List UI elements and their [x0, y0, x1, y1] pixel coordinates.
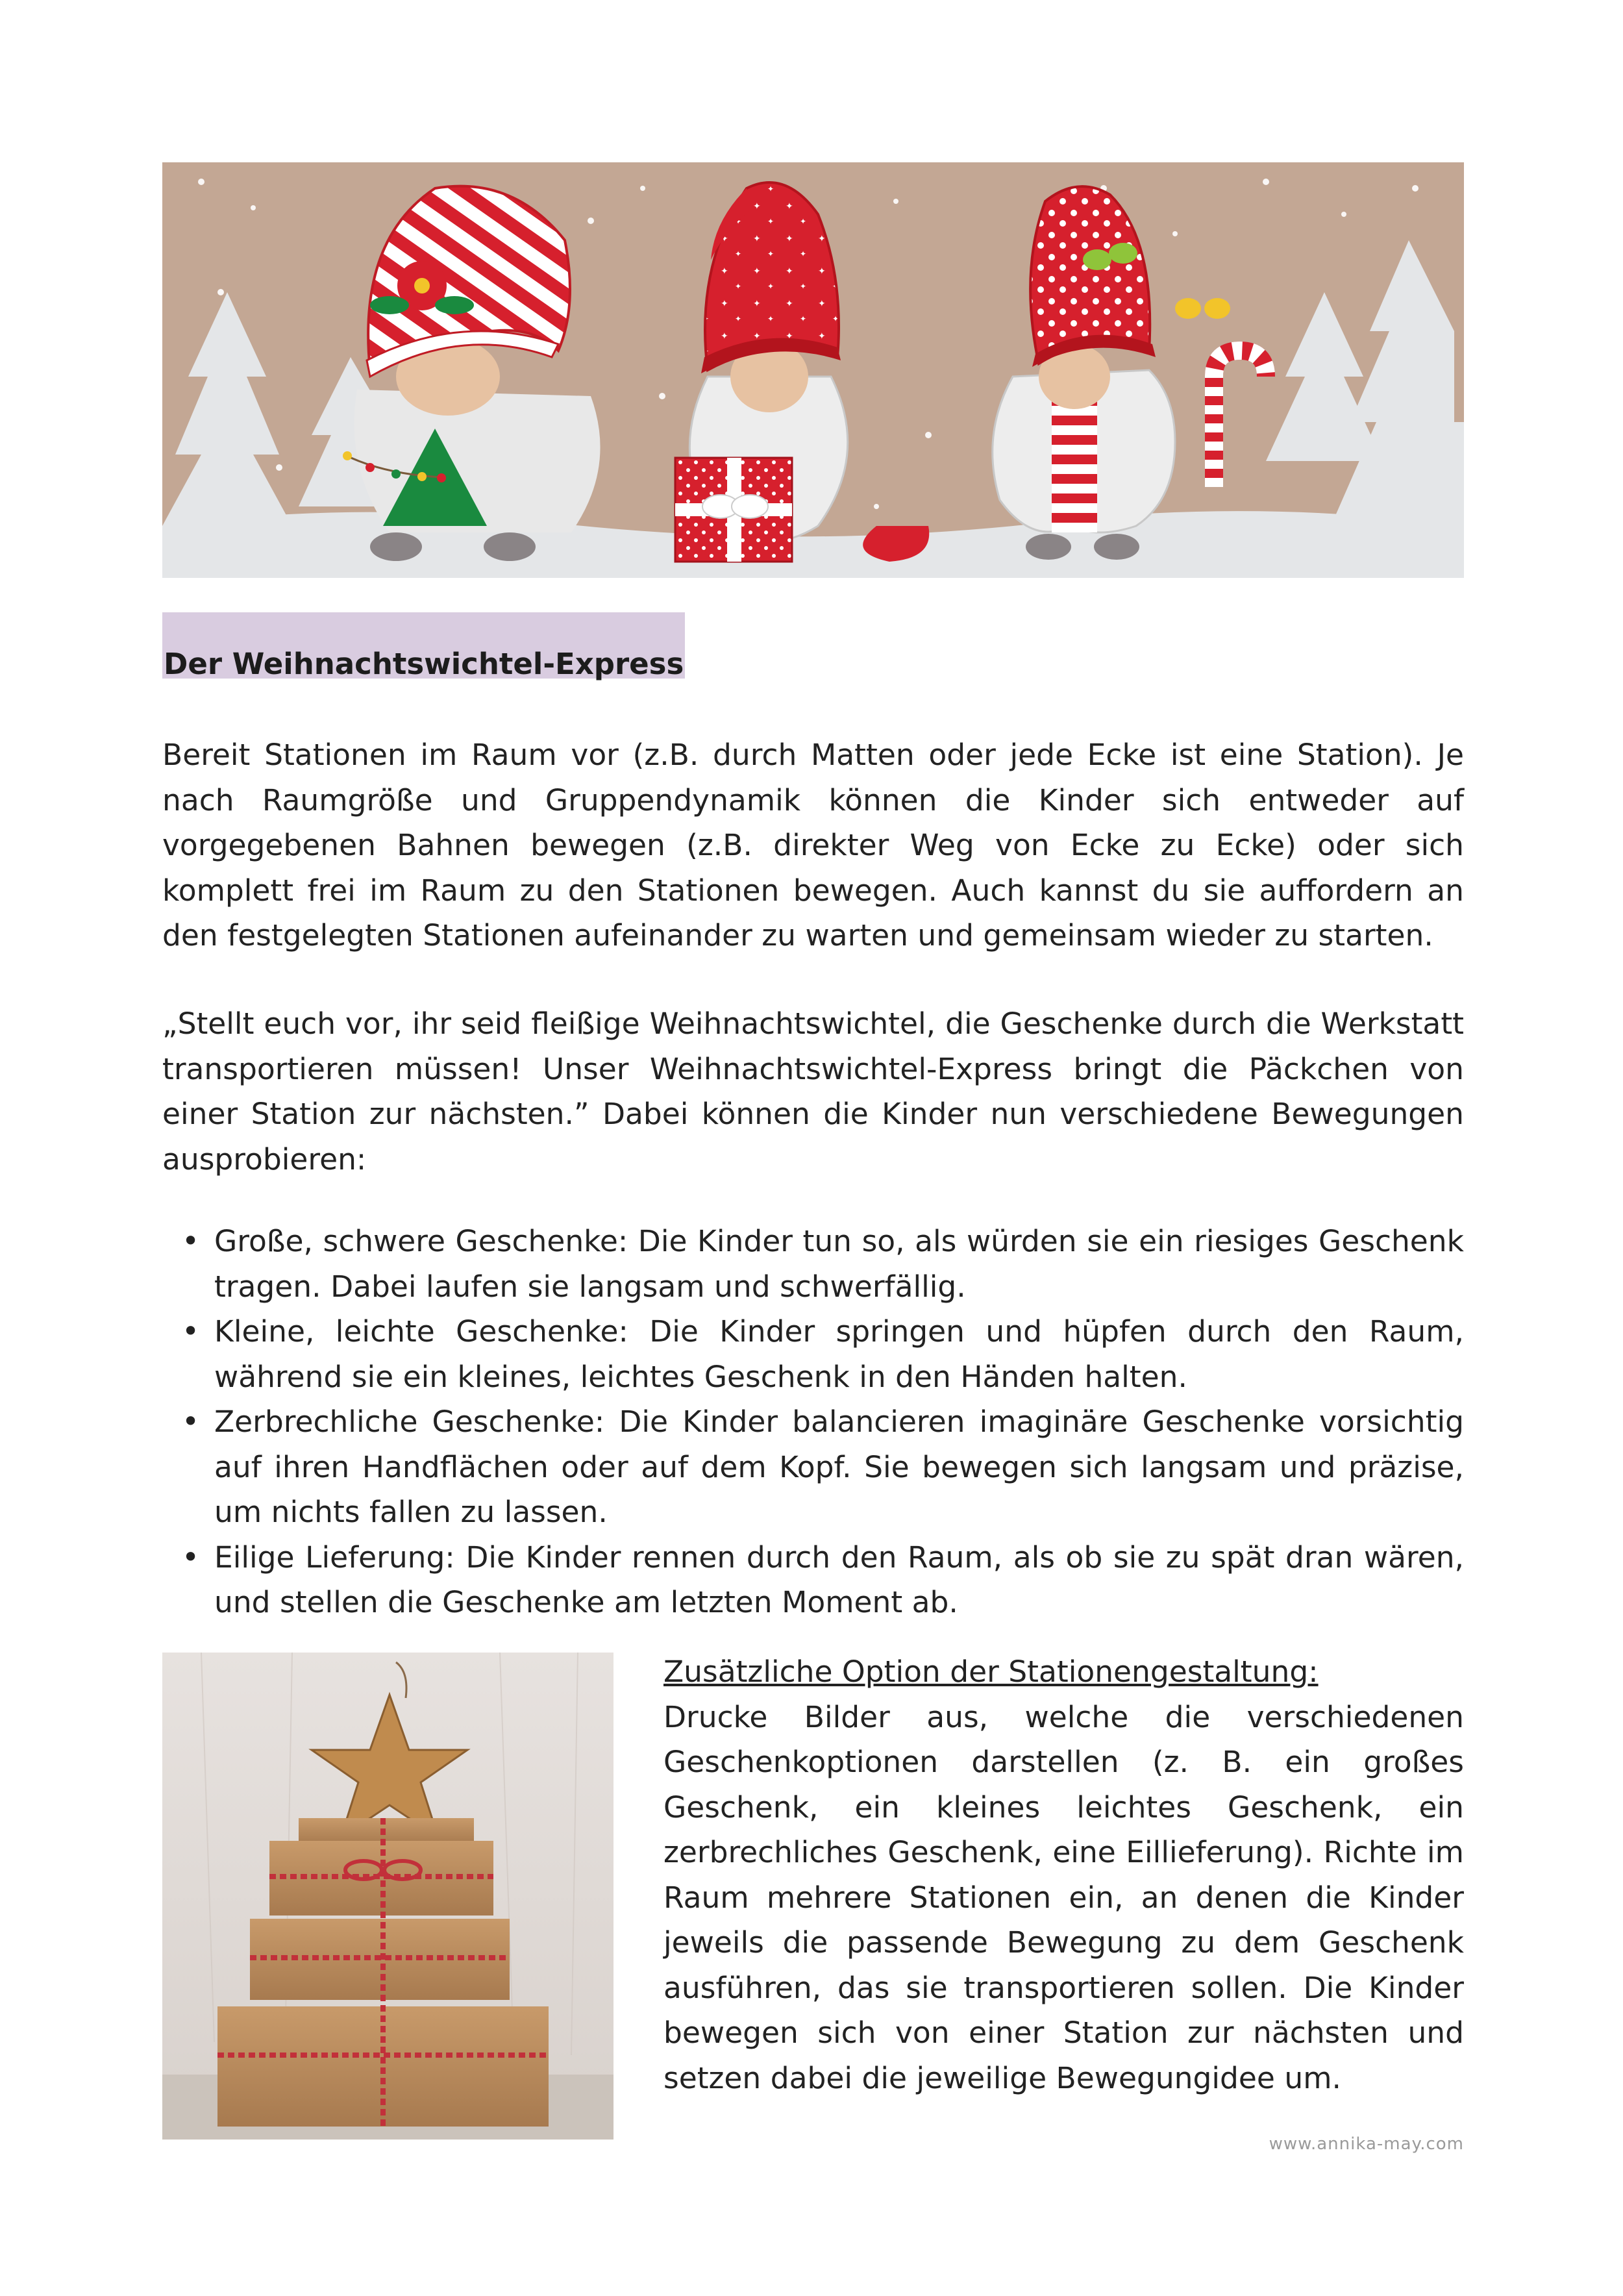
- option-heading: Zusätzliche Option der Stationengestaltung:: [663, 1654, 1319, 1689]
- footer-url: www.annika-may.com: [1269, 2134, 1464, 2154]
- option-text: Drucke Bilder aus, welche die verschiedenen Geschenkoptionen darstellen (z. B. ein großes Geschenk, ein kleines leichtes Geschenk, ein zerbrechliches Geschenk, eine Eillieferung). Richte im Raum mehrere Stationen ein, an denen die Kinder jeweils die passende Bewegung zu dem Geschenk ausführen, das sie transportieren sollen. Die Kinder bewegen sich von einer Station zur nächsten und setzen dabei die jeweilige Bewegungidee um.: [663, 1699, 1464, 2095]
- list-item: • Eilige Lieferung: Die Kinder rennen durch den Raum, als ob sie zu spät dran wären, und stellen die Geschenke am letzten Moment ab.: [162, 1535, 1464, 1625]
- gnomes-banner-image: [162, 162, 1464, 578]
- page-title: Der Weihnachtswichtel-Express: [164, 647, 684, 681]
- quote-paragraph: „Stellt euch vor, ihr seid fleißige Weihnachtswichtel, die Geschenke durch die Werkstatt transportieren müssen! Unser Weihnachtswichtel-Express bringt die Päckchen von einer Station zur nächsten.” Dabei können die Kinder nun verschiedene Bewegungen ausprobieren:: [162, 1006, 1464, 1177]
- movement-list: [162, 1219, 1464, 1625]
- gift-stack-photo: [162, 1653, 613, 2140]
- list-item: • Große, schwere Geschenke: Die Kinder tun so, als würden sie ein riesiges Geschenk tragen. Dabei laufen sie langsam und schwerfällig.: [162, 1219, 1464, 1309]
- list-item: • Kleine, leichte Geschenke: Die Kinder springen und hüpfen durch den Raum, während sie ein kleines, leichtes Geschenk in den Händen halten.: [162, 1309, 1464, 1399]
- list-item: • Zerbrechliche Geschenke: Die Kinder balancieren imaginäre Geschenke vorsichtig auf ihren Handflächen oder auf dem Kopf. Sie bewegen sich langsam und präzise, um nichts fallen zu lassen.: [162, 1399, 1464, 1535]
- option-section: [663, 1649, 1464, 2101]
- intro-paragraph: Bereit Stationen im Raum vor (z.B. durch Matten oder jede Ecke ist eine Station). Je nach Raumgröße und Gruppendynamik können die Kinder sich entweder auf vorgegebenen Bahnen bewegen (z.B. direkter Weg von Ecke zu Ecke) oder sich komplett frei im Raum zu den Stationen bewegen. Auch kannst du sie auffordern an den festgelegten Stationen aufeinander zu warten und gemeinsam wieder zu starten.: [162, 738, 1464, 953]
